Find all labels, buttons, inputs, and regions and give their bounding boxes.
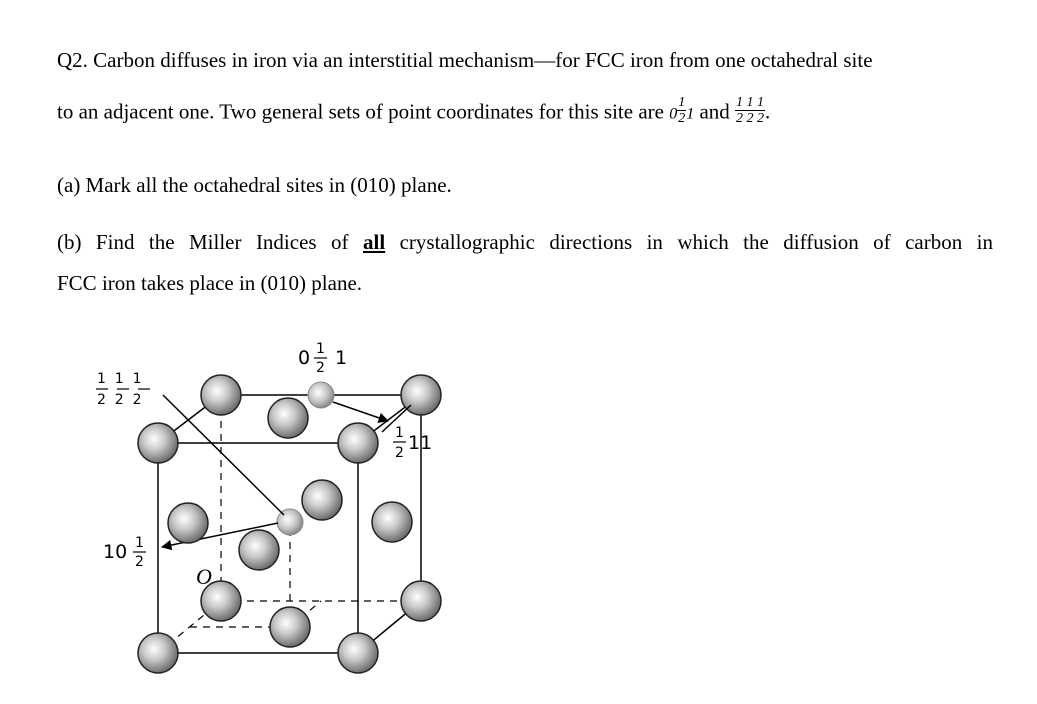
label-mid-coordinate <box>103 535 146 570</box>
part-a-text: (a) Mark all the octahedral sites in (010) plane. <box>57 173 452 197</box>
atom <box>338 423 378 463</box>
atom <box>268 398 308 438</box>
atom <box>302 480 342 520</box>
part-b-text-pre: (b) Find the Miller Indices of <box>57 230 349 254</box>
atom <box>138 423 178 463</box>
svg-text:11: 11 <box>408 432 433 454</box>
label-left-coordinate <box>96 371 150 408</box>
svg-text:10: 10 <box>103 541 128 563</box>
svg-text:1: 1 <box>316 341 325 357</box>
question-text-2: to an adjacent one. Two general sets of point coordinates for this site are <box>57 99 664 124</box>
coord-2-fraction: $\frac{1 1 1}{2 2 2}$ <box>736 95 765 126</box>
atom <box>372 502 412 542</box>
coord-1-fraction: $\frac{1}{2}$ <box>678 95 686 126</box>
svg-text:1: 1 <box>395 425 404 441</box>
atom <box>168 503 208 543</box>
svg-text:1: 1 <box>335 347 348 369</box>
period: . <box>765 99 771 124</box>
and-word: and <box>699 99 730 124</box>
part-b-text-2: FCC iron takes place in (010) plane. <box>57 271 363 295</box>
back-atoms <box>201 375 441 621</box>
svg-text:0: 0 <box>298 347 311 369</box>
svg-text:1: 1 <box>135 535 144 551</box>
atom <box>338 633 378 673</box>
label-right-coordinate <box>393 425 432 461</box>
arrow-top-to-right <box>333 402 388 421</box>
coord-1-zero: 0 <box>669 105 678 123</box>
coord-1-one: 1 <box>686 105 695 123</box>
svg-text:1 1 1: 1 1 1 <box>97 371 142 387</box>
atom <box>201 375 241 415</box>
label-top-coordinate <box>298 341 347 376</box>
atom <box>270 607 310 647</box>
octahedral-site-top <box>308 382 334 408</box>
svg-text:2: 2 <box>135 554 144 570</box>
svg-text:2: 2 <box>316 360 325 376</box>
svg-text:2: 2 <box>395 445 404 461</box>
origin-label: O <box>196 564 212 589</box>
svg-text:2 2 2: 2 2 2 <box>97 392 142 408</box>
part-b-bold-all: all <box>362 230 386 254</box>
atom <box>239 530 279 570</box>
atom <box>401 581 441 621</box>
atom <box>138 633 178 673</box>
part-b-text-post: crystallographic directions in which the diffusion of carbon in <box>399 230 994 254</box>
question-text-1: Q2. Carbon diffuses in iron via an interstitial mechanism—for FCC iron from one octahedral site <box>57 48 873 72</box>
